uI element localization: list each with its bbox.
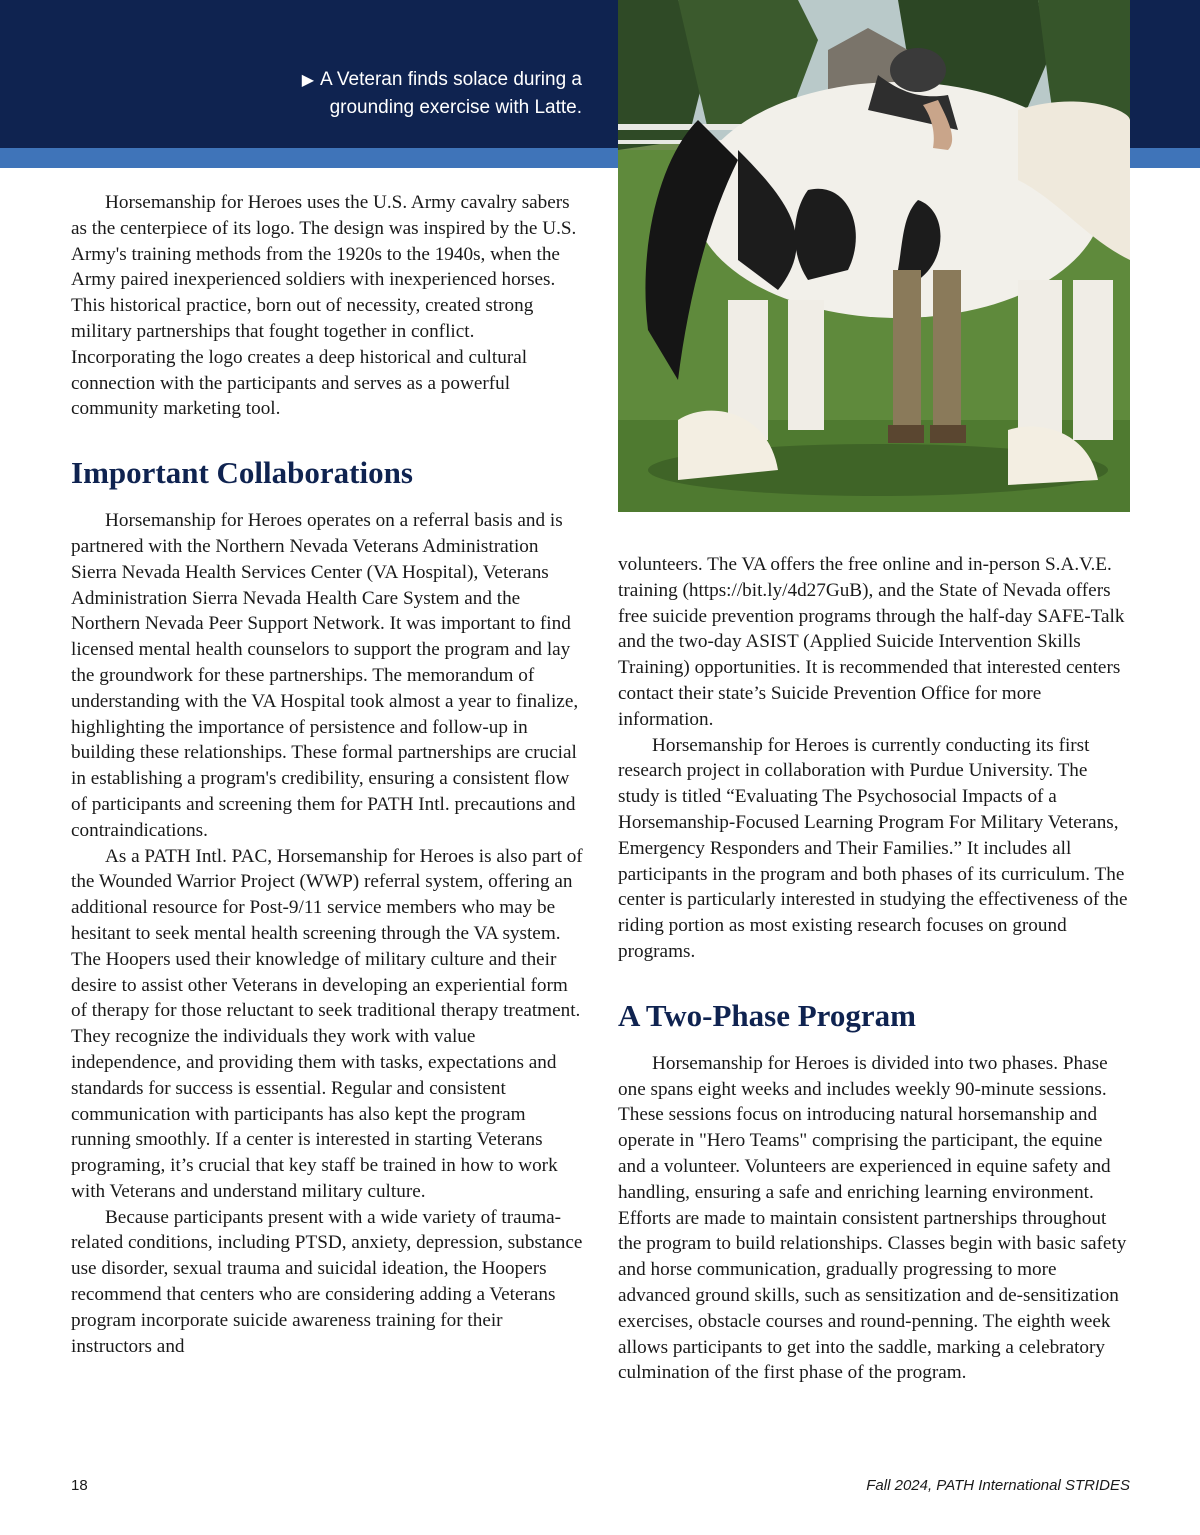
right-column [618,552,1130,1386]
caption-triangle-icon: ▶ [301,72,315,89]
phase-paragraph: Horsemanship for Heroes is divided into two phases. Phase one spans eight weeks and includes weekly 90-minute sessions. These sessions focus on introducing natural horsemanship and operate in "Hero Teams" comprising the participant, the equine and a volunteer. Volunteers are experienced in equine safety and handling, ensuring a safe and enriching learning environment. Efforts are made to maintain consistent partnerships throughout the program to build relationships. Classes begin with basic safety and horse communication, gradually progressing to more advanced ground skills, such as sensitization and de-sensitization exercises, obstacle courses and round-penning. The eighth week allows participants to get into the saddle, marking a celebratory culmination of the first phase of the program. [618,1052,1127,1384]
body-paragraph: Because participants present with a wide variety of trauma-related conditions, including PTSD, anxiety, depression, substance use disorder, sexual trauma and suicidal ideation, the Hoopers recommend that centers who are considering adding a Veterans program incorporate suicide awareness training for their instructors and [71,1206,583,1357]
page-number: 18 [71,1477,88,1494]
research-paragraph: Horsemanship for Heroes is currently conducting its first research project in collaboration with Purdue University. The study is titled “Evaluating The Psychosocial Impacts of a Horsemanship-Focused Learning Program For Military Veterans, Emergency Responders and Their Families.” It includes all participants in the program and both phases of its curriculum. The center is particularly interested in studying the effectiveness of the riding portion as most existing research focuses on ground programs. [618,734,1128,962]
intro-paragraph: Horsemanship for Heroes uses the U.S. Army cavalry sabers as the centerpiece of its logo. The design was inspired by the U.S. Army's training methods from the 1920s to the 1940s, when the Army paired inexperienced soldiers with inexperienced horses. This historical practice, born out of necessity, created strong military partnerships that fought together in conflict. Incorporating the logo creates a deep historical and cultural connection with the participants and serves as a powerful community marketing tool. [71,192,577,420]
horse-photo [618,0,1130,512]
body-paragraph: Horsemanship for Heroes operates on a referral basis and is partnered with the Northern Nevada Veterans Administration Sierra Nevada Health Services Center (VA Hospital), Veterans Administration Sierra Nevada Health Care System and the Northern Nevada Peer Support Network. It was important to find licensed mental health counselors to support the program and lay the groundwork for these partnerships. The memorandum of understanding with the VA Hospital took almost a year to finalize, highlighting the importance of persistence and follow-up in building these relationships. These formal partnerships are crucial in establishing a program's credibility, ensuring a consistent flow of participants and screening them for PATH Intl. precautions and contraindications. [71,510,579,841]
two-phase-heading: A Two-Phase Program [618,997,916,1033]
collaborations-heading: Important Collaborations [71,455,413,491]
caption-text: A Veteran finds solace during a grounding exercise with Latte. [320,69,582,118]
left-column [71,190,583,1359]
photo-caption [222,66,582,121]
continuation-paragraph: volunteers. The VA offers the free online and in-person S.A.V.E. training (https://bit.ly/4d27GuB), and the State of Nevada offers free suicide prevention programs through the half-day SAFE-Talk and the two-day ASIST (Applied Suicide Intervention Skills Training) opportunities. It is recommended that interested centers contact their state’s Suicide Prevention Office for more information. [618,554,1125,730]
body-paragraph: As a PATH Intl. PAC, Horsemanship for Heroes is also part of the Wounded Warrior Project (WWP) referral system, offering an additional resource for Post-9/11 service members who may be hesitant to seek mental health screening through the VA system. The Hoopers used their knowledge of military culture and their desire to assist other Veterans in developing an experiential form of therapy for those reluctant to seek traditional therapy treatment. They recognize the individuals they work with value independence, and providing them with tasks, expectations and standards for success is essential. Regular and consistent communication with participants has also kept the program running smoothly. If a center is interested in starting Veterans programing, it’s crucial that key staff be trained in how to work with Veterans and understand military culture. [71,845,583,1202]
horse-photo-icon [618,0,1130,512]
publication-footer: Fall 2024, PATH International STRIDES [866,1477,1130,1494]
